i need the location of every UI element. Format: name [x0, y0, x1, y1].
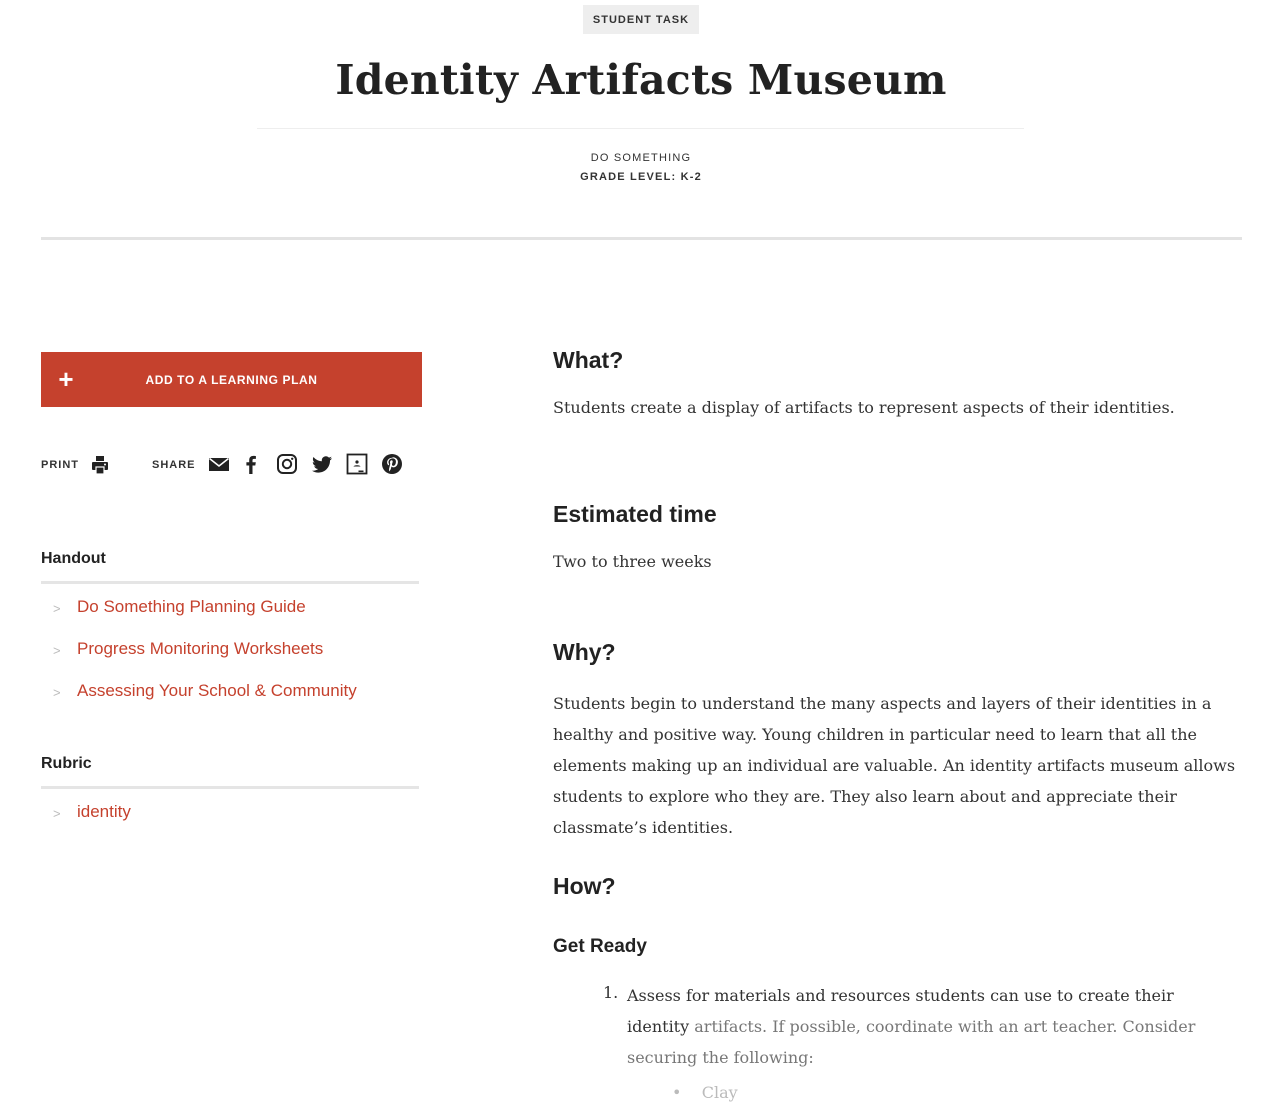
- share-label: SHARE: [152, 459, 196, 471]
- chevron-right-icon: >: [53, 685, 61, 700]
- content-type-badge: STUDENT TASK: [583, 5, 699, 34]
- title-divider: [257, 128, 1024, 129]
- rubric-heading: Rubric: [41, 755, 92, 772]
- step-number: 1.: [603, 983, 619, 1002]
- estimated-time-heading: Estimated time: [553, 501, 717, 527]
- handout-heading: Handout: [41, 550, 106, 567]
- bullet-item: [672, 1083, 738, 1102]
- print-label: PRINT: [41, 459, 79, 471]
- chevron-right-icon: >: [53, 806, 61, 821]
- rubric-link[interactable]: identity: [77, 802, 131, 821]
- step-text: [627, 980, 1227, 1073]
- chevron-right-icon: >: [53, 601, 61, 616]
- get-ready-heading: Get Ready: [553, 936, 647, 957]
- what-heading: What?: [553, 347, 624, 373]
- handout-link[interactable]: Progress Monitoring Worksheets: [77, 639, 324, 658]
- print-icon[interactable]: [89, 454, 111, 476]
- add-to-learning-plan-label: ADD TO A LEARNING PLAN: [145, 372, 318, 387]
- facebook-icon[interactable]: [240, 453, 262, 475]
- rubric-divider: [41, 786, 419, 789]
- step-text-line-1: Assess for materials and resources students can use to create their identity: [627, 986, 1174, 1036]
- pinterest-icon[interactable]: [381, 453, 403, 475]
- twitter-icon[interactable]: [311, 453, 333, 475]
- how-heading: How?: [553, 873, 616, 899]
- handout-link[interactable]: Assessing Your School & Community: [77, 681, 357, 700]
- why-heading: Why?: [553, 639, 616, 665]
- email-icon[interactable]: [208, 453, 230, 475]
- estimated-time-text: Two to three weeks: [553, 552, 712, 571]
- step-text-line-2: artifacts. If possible, coordinate with an art teacher. Consider securing the following:: [627, 1017, 1196, 1067]
- add-to-learning-plan-button[interactable]: [41, 352, 422, 407]
- header-divider: [41, 237, 1242, 240]
- bullet-item-text: Clay: [701, 1083, 738, 1102]
- page-title: Identity Artifacts Museum: [335, 56, 947, 104]
- plus-icon: +: [58, 364, 74, 394]
- instagram-icon[interactable]: [276, 453, 298, 475]
- bullet-dot: •: [672, 1083, 682, 1102]
- grade-level-label: GRADE LEVEL: K-2: [580, 171, 702, 183]
- handout-link[interactable]: Do Something Planning Guide: [77, 597, 306, 616]
- chevron-right-icon: >: [53, 643, 61, 658]
- handout-divider: [41, 581, 419, 584]
- google-classroom-icon[interactable]: [346, 453, 368, 475]
- category-label: DO SOMETHING: [590, 152, 692, 164]
- why-text: Students begin to understand the many aspects and layers of their identities in a healthy and positive way. Young children in particular need to learn that all the elements making up an individual are valuable. An identity artifacts museum allows students to explore who they are. They also learn about and appreciate their classmate’s identities.: [553, 694, 1236, 837]
- what-text: Students create a display of artifacts to represent aspects of their identities.: [553, 398, 1175, 417]
